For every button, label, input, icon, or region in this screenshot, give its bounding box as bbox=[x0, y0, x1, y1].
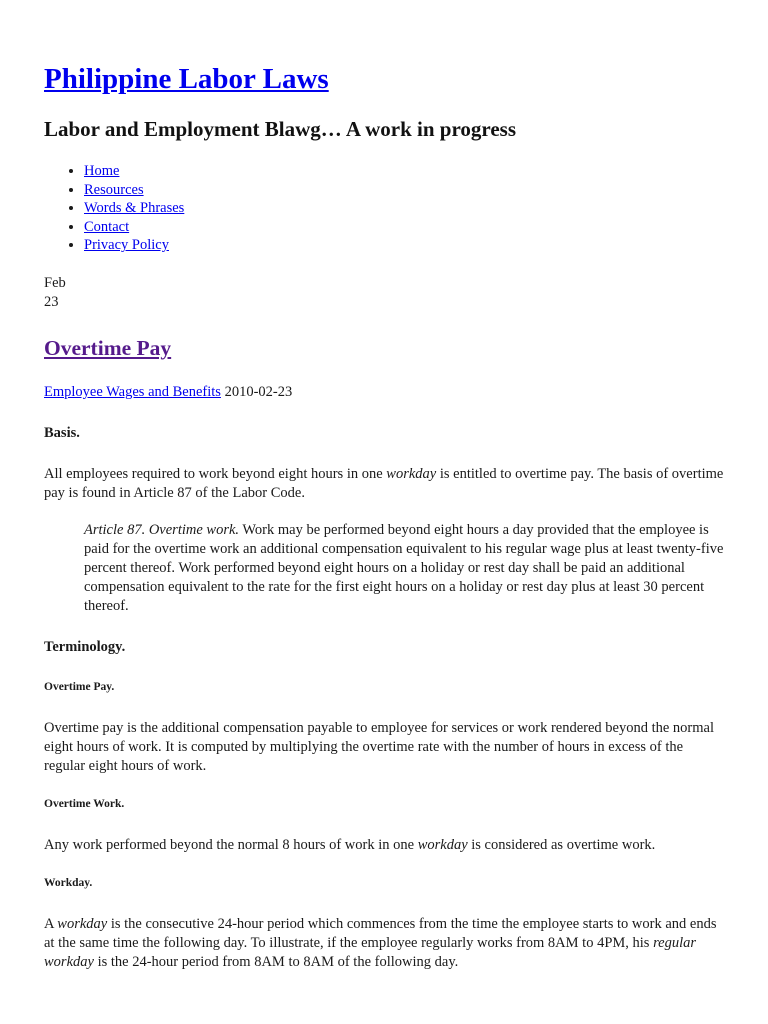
post-title bbox=[44, 335, 724, 361]
basis-heading: Basis. bbox=[44, 424, 80, 441]
overtime-work-text-2: is considered as overtime work. bbox=[467, 836, 656, 853]
nav-item-home bbox=[84, 162, 724, 181]
overtime-pay-heading: Overtime Pay. bbox=[44, 680, 115, 693]
nav-item-privacy-policy bbox=[84, 236, 724, 255]
post-date bbox=[44, 274, 724, 312]
post-title-link[interactable]: Overtime Pay bbox=[44, 335, 172, 360]
quote-text: Work may be performed beyond eight hours a day provided that the employee is paid for the overtime work an additional compensation equivalent to his regular wage plus at least twenty-five percent thereof. Work performed beyond eight hours on a holiday or rest day shall be paid an additional compensation equivalent to the rate for the first eight hours on a holiday or rest day plus at least 30 percent thereof. bbox=[84, 521, 724, 614]
quote-article-title: Article 87. Overtime work. bbox=[84, 521, 240, 538]
overtime-work-text-1: Any work performed beyond the normal 8 hours of work in one bbox=[44, 836, 418, 853]
terminology-heading: Terminology. bbox=[44, 638, 126, 655]
workday-paragraph bbox=[44, 915, 724, 972]
workday-text-1: A bbox=[44, 915, 58, 932]
basis-paragraph bbox=[44, 465, 724, 503]
workday-heading: Workday. bbox=[44, 876, 93, 889]
site-title bbox=[44, 0, 724, 96]
workday-text-2: is the consecutive 24-hour period which commences from the time the employee starts to work and ends at the same time the following day. To illustrate, if the employee regularly works from 8AM to 4PM, his bbox=[44, 915, 717, 951]
post-date-month: Feb bbox=[44, 274, 66, 291]
overtime-work-heading: Overtime Work. bbox=[44, 797, 125, 810]
article-87-quote bbox=[84, 521, 724, 616]
main-navigation bbox=[44, 162, 724, 255]
nav-item-resources bbox=[84, 181, 724, 200]
nav-link-privacy-policy[interactable]: Privacy Policy bbox=[84, 237, 169, 254]
category-link[interactable]: Employee Wages and Benefits bbox=[44, 383, 221, 400]
overtime-work-em-workday: workday bbox=[417, 836, 468, 853]
nav-link-home[interactable]: Home bbox=[84, 163, 120, 179]
post-meta bbox=[44, 383, 724, 402]
nav-item-contact bbox=[84, 218, 724, 237]
basis-text-1: All employees required to work beyond eight hours in one bbox=[44, 465, 387, 482]
nav-link-contact[interactable]: Contact bbox=[84, 218, 130, 235]
workday-em-workday: workday bbox=[57, 915, 108, 932]
workday-text-3: is the 24-hour period from 8AM to 8AM of the following day. bbox=[93, 953, 459, 970]
basis-text-2: is entitled to overtime pay. The basis of overtime pay is found in Article 87 of the Labor Code. bbox=[44, 465, 724, 501]
nav-link-resources[interactable]: Resources bbox=[84, 181, 144, 198]
nav-item-words-phrases bbox=[84, 199, 724, 218]
nav-link-words-phrases[interactable]: Words & Phrases bbox=[84, 200, 185, 217]
post-date-day: 23 bbox=[44, 293, 59, 310]
overtime-work-paragraph bbox=[44, 836, 724, 855]
workday-em-regular-workday: regular workday bbox=[44, 934, 697, 970]
basis-em-workday: workday bbox=[386, 465, 437, 482]
site-title-link[interactable]: Philippine Labor Laws bbox=[44, 63, 329, 95]
site-description: Labor and Employment Blawg… A work in progress bbox=[44, 117, 516, 141]
post-published-date: 2010-02-23 bbox=[224, 383, 293, 400]
overtime-pay-paragraph: Overtime pay is the additional compensation payable to employee for services or work rendered beyond the normal eight hours of work. It is computed by multiplying the overtime rate with the number of hours in excess of the regular eight hours of work. bbox=[44, 719, 715, 774]
